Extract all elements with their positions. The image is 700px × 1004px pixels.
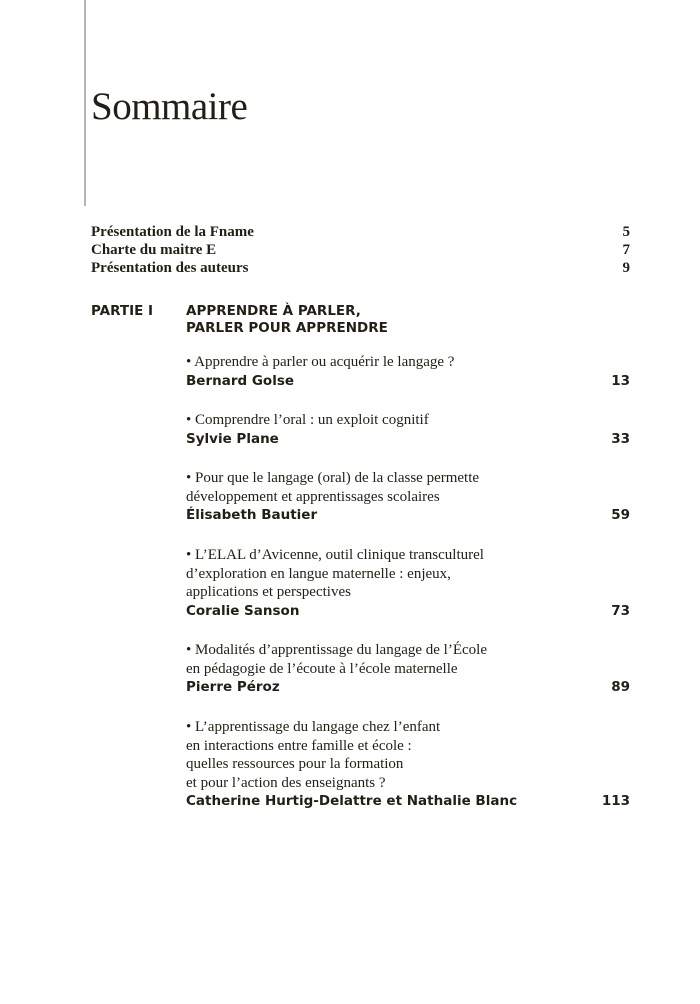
- toc-entry[interactable]: [91, 241, 630, 259]
- entry-title-line: • Apprendre à parler ou acquérir le langage ?: [186, 354, 455, 370]
- entry-title-line: • L’apprentissage du langage chez l’enfant: [186, 719, 441, 735]
- page-number: 59: [611, 507, 630, 523]
- entry-title-line: • L’ELAL d’Avicenne, outil clinique transculturel: [186, 547, 484, 563]
- entry-title-line: applications et perspectives: [186, 584, 351, 600]
- page-number: 5: [622, 224, 630, 240]
- author-name: Bernard Golse: [186, 372, 295, 389]
- entry-title-line: • Pour que le langage (oral) de la classe permette: [186, 470, 480, 486]
- entry-title-line: en interactions entre famille et école :: [186, 737, 412, 754]
- page-title: Sommaire: [91, 85, 248, 128]
- entry-title-line: en pédagogie de l’écoute à l’école maternelle: [186, 660, 458, 677]
- page-number: 73: [611, 602, 630, 619]
- part-label: PARTIE I: [91, 303, 154, 319]
- page-number: 7: [622, 242, 630, 258]
- page-number: 33: [611, 430, 630, 447]
- entry-title-line: développement et apprentissages scolaires: [186, 488, 440, 505]
- toc-entry[interactable]: [91, 223, 630, 241]
- part-title: [186, 303, 388, 337]
- author-name: Catherine Hurtig-Delattre et Nathalie Blanc: [186, 793, 518, 809]
- toc-entry-author[interactable]: [186, 792, 630, 810]
- toc-entry-author[interactable]: [186, 678, 630, 696]
- author-name: Élisabeth Bautier: [186, 507, 318, 523]
- entry-title-line: • Modalités d’apprentissage du langage de l’École: [186, 642, 487, 658]
- toc-entry-author[interactable]: [186, 506, 630, 524]
- toc-entry[interactable]: [91, 259, 630, 277]
- page-number: 113: [601, 793, 630, 809]
- page-number: 13: [611, 372, 630, 389]
- author-name: Pierre Péroz: [186, 679, 280, 695]
- entry-title-line: • Comprendre l’oral : un exploit cognitif: [186, 412, 429, 428]
- author-name: Sylvie Plane: [186, 430, 279, 447]
- toc-entry-author[interactable]: [186, 602, 630, 620]
- toc-entry-label: Présentation des auteurs: [91, 260, 249, 276]
- entry-title-line: d’exploration en langue maternelle : enjeux,: [186, 565, 451, 582]
- author-name: Coralie Sanson: [186, 602, 300, 619]
- part-title-line: PARLER POUR APPRENDRE: [186, 320, 388, 336]
- toc-entry-author[interactable]: [186, 430, 630, 448]
- page-number: 9: [622, 260, 630, 276]
- entry-title-line: quelles ressources pour la formation: [186, 756, 404, 772]
- toc-entry-author[interactable]: [186, 372, 630, 390]
- page-number: 89: [611, 679, 630, 695]
- toc-entry-label: Présentation de la Fname: [91, 224, 254, 240]
- margin-rule: [84, 0, 86, 206]
- toc-entry-label: Charte du maitre E: [91, 242, 217, 258]
- part-title-line: APPRENDRE À PARLER,: [186, 303, 361, 319]
- entry-title-line: et pour l’action des enseignants ?: [186, 774, 386, 791]
